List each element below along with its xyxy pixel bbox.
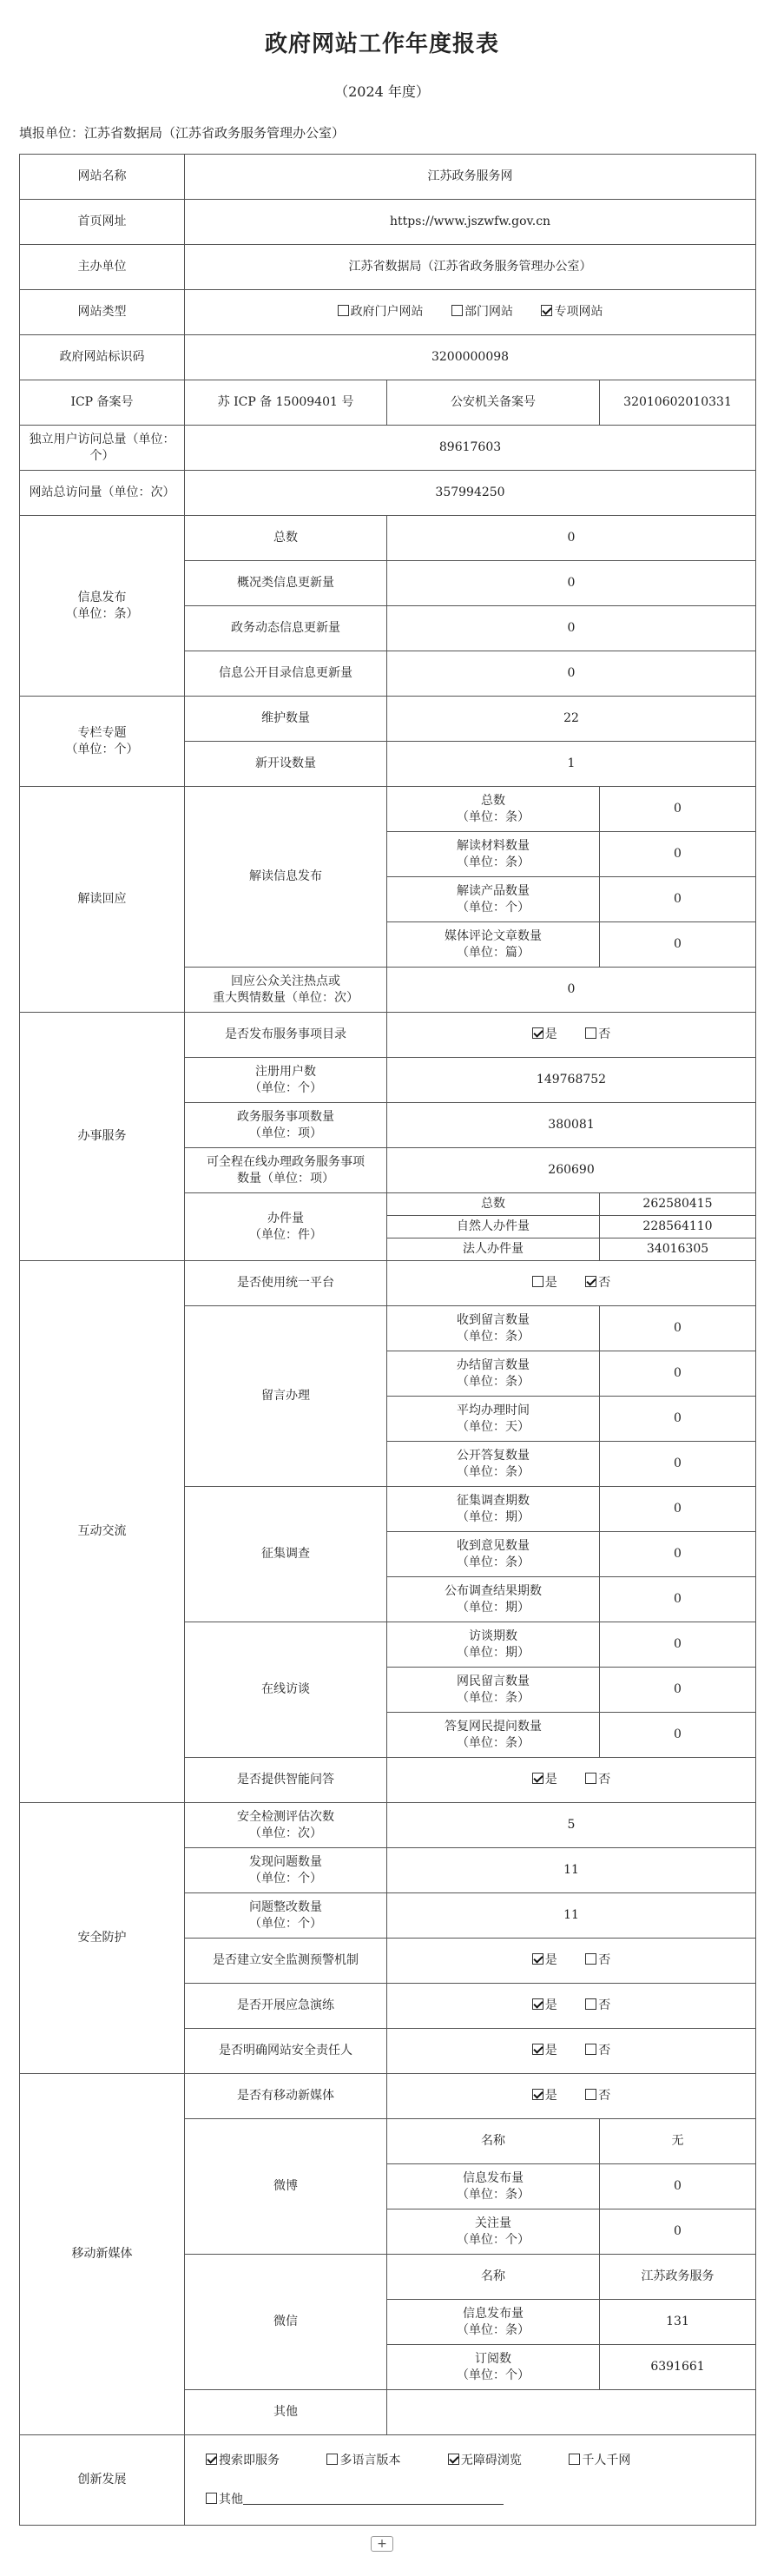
- label: 独立用户访问总量（单位：个）: [20, 426, 185, 471]
- checkbox-icon[interactable]: [585, 1027, 596, 1039]
- value: 380081: [387, 1103, 756, 1148]
- checkbox-checked-icon[interactable]: [448, 2454, 459, 2465]
- label: 自然人办件量: [387, 1216, 600, 1238]
- label: 注册用户数 （单位：个）: [185, 1058, 387, 1103]
- yes-no: [387, 1013, 756, 1058]
- label: 是否有移动新媒体: [185, 2074, 387, 2119]
- row-home-url: [20, 200, 756, 245]
- value: [387, 2390, 756, 2435]
- option-yes[interactable]: 是: [532, 2088, 557, 2104]
- label: 安全检测评估次数 （单位：次）: [185, 1803, 387, 1848]
- section-label: 专栏专题: [77, 725, 127, 740]
- checkbox-checked-icon[interactable]: [532, 1773, 543, 1784]
- label: 征集调查期数 （单位：期）: [387, 1487, 600, 1532]
- section-unit: （单位：条）: [65, 606, 139, 621]
- value: 0: [600, 2209, 756, 2255]
- row-innovation: [20, 2435, 756, 2526]
- section-mobile: 移动新媒体: [20, 2074, 185, 2435]
- label: 政务服务事项数量 （单位：项）: [185, 1103, 387, 1148]
- section-label: 信息发布: [77, 590, 127, 604]
- value: 34016305: [600, 1238, 756, 1261]
- label: 名称: [387, 2119, 600, 2164]
- label: 总数: [387, 1193, 600, 1216]
- label: 访谈期数 （单位：期）: [387, 1622, 600, 1668]
- row-site-type: [20, 290, 756, 335]
- report-year: （2024 年度）: [334, 83, 430, 100]
- row-site-name: [20, 155, 756, 200]
- row-sponsor: [20, 245, 756, 290]
- label: 关注量 （单位：个）: [387, 2209, 600, 2255]
- option-yes[interactable]: 是: [532, 1998, 557, 2014]
- option-multilang[interactable]: 多语言版本: [326, 2453, 400, 2469]
- label: 平均办理时间 （单位：天）: [387, 1397, 600, 1442]
- checkbox-checked-icon[interactable]: [532, 2044, 543, 2055]
- sub-wechat: 微信: [185, 2255, 387, 2390]
- label: 维护数量: [185, 697, 387, 742]
- value: 0: [600, 1397, 756, 1442]
- option-yes[interactable]: 是: [532, 1772, 557, 1788]
- option-no[interactable]: 否: [585, 2043, 610, 2059]
- label: 收到意见数量 （单位：条）: [387, 1532, 600, 1577]
- value: 6391661: [600, 2345, 756, 2390]
- label: 网站类型: [20, 290, 185, 335]
- yes-no: [387, 2029, 756, 2074]
- checkbox-checked-icon[interactable]: [206, 2454, 217, 2465]
- label: 政务动态信息更新量: [185, 606, 387, 651]
- value: 0: [387, 561, 756, 606]
- label: ICP 备案号: [20, 380, 185, 426]
- yes-no: [387, 1939, 756, 1984]
- row-svc-dir: [20, 1013, 756, 1058]
- value: 22: [387, 697, 756, 742]
- label: 首页网址: [20, 200, 185, 245]
- sub-messages: 留言办理: [185, 1306, 387, 1487]
- label: 概况类信息更新量: [185, 561, 387, 606]
- section-column: [20, 697, 185, 787]
- sub-online-interview: 在线访谈: [185, 1622, 387, 1758]
- value: 131: [600, 2300, 756, 2345]
- row-col-maintain: [20, 697, 756, 742]
- value: https://www.jszwfw.gov.cn: [185, 200, 756, 245]
- row-sec-1: [20, 1803, 756, 1848]
- row-inter-platform: [20, 1261, 756, 1306]
- label: 公布调查结果期数 （单位：期）: [387, 1577, 600, 1622]
- label: 订阅数 （单位：个）: [387, 2345, 600, 2390]
- checkbox-icon[interactable]: [569, 2454, 580, 2465]
- row-info-total: [20, 516, 756, 561]
- label: 是否提供智能问答: [185, 1758, 387, 1803]
- value: 357994250: [185, 471, 756, 516]
- checkbox-icon[interactable]: [532, 1276, 543, 1287]
- yes-no: [387, 1984, 756, 2029]
- label: 网民留言数量 （单位：条）: [387, 1668, 600, 1713]
- value: 0: [387, 606, 756, 651]
- row-uv: [20, 426, 756, 471]
- checkbox-icon[interactable]: [451, 305, 463, 316]
- label: 公安机关备案号: [387, 380, 600, 426]
- value: 江苏省数据局（江苏省政务服务管理办公室）: [185, 245, 756, 290]
- section-security: 安全防护: [20, 1803, 185, 2074]
- value: 262580415: [600, 1193, 756, 1216]
- option-no[interactable]: 否: [585, 2088, 610, 2104]
- page-title: 政府网站工作年度报表: [264, 31, 499, 57]
- row-site-code: [20, 335, 756, 380]
- option-yes[interactable]: 是: [532, 1275, 557, 1291]
- value: 5: [387, 1803, 756, 1848]
- checkbox-icon[interactable]: [585, 1953, 596, 1965]
- label: 法人办件量: [387, 1238, 600, 1261]
- option-no[interactable]: 否: [585, 1275, 610, 1291]
- sub-interp: 解读信息发布: [185, 787, 387, 968]
- value: 江苏政务服务网: [185, 155, 756, 200]
- label: 政府网站标识码: [20, 335, 185, 380]
- value: 0: [600, 1351, 756, 1397]
- option-no[interactable]: 否: [585, 1998, 610, 2014]
- value: 260690: [387, 1148, 756, 1193]
- label: 解读材料数量 （单位：条）: [387, 832, 600, 877]
- label: 是否明确网站安全责任人: [185, 2029, 387, 2074]
- option-personalized[interactable]: 千人千网: [569, 2453, 630, 2469]
- label: 信息发布量 （单位：条）: [387, 2300, 600, 2345]
- row-pv: [20, 471, 756, 516]
- checkbox-checked-icon[interactable]: [585, 1276, 596, 1287]
- label: 总数 （单位：条）: [387, 787, 600, 832]
- label: 网站名称: [20, 155, 185, 200]
- option-special[interactable]: [541, 304, 603, 320]
- value: 0: [600, 1532, 756, 1577]
- option-search-service[interactable]: 搜索即服务: [206, 2453, 280, 2469]
- checkbox-checked-icon[interactable]: [532, 1027, 543, 1039]
- label: 发现问题数量 （单位：个）: [185, 1848, 387, 1893]
- row-icp: [20, 380, 756, 426]
- checkbox-icon[interactable]: [206, 2493, 217, 2504]
- other-fill-line[interactable]: [243, 2492, 504, 2505]
- label: 是否发布服务事项目录: [185, 1013, 387, 1058]
- label: 解读产品数量 （单位：个）: [387, 877, 600, 922]
- checkbox-icon[interactable]: [585, 1998, 596, 2010]
- option-yes[interactable]: 是: [532, 1027, 557, 1043]
- label: 收到留言数量 （单位：条）: [387, 1306, 600, 1351]
- section-unit: （单位：个）: [65, 742, 139, 756]
- option-label: 专项网站: [554, 305, 603, 319]
- value: 149768752: [387, 1058, 756, 1103]
- value: 0: [600, 877, 756, 922]
- checkbox-checked-icon[interactable]: [532, 2089, 543, 2100]
- value: 0: [600, 1713, 756, 1758]
- value: 0: [600, 1487, 756, 1532]
- value: 3200000098: [185, 335, 756, 380]
- option-no[interactable]: 否: [585, 1772, 610, 1788]
- value: 0: [600, 787, 756, 832]
- option-label: 政府门户网站: [350, 305, 424, 319]
- value: 江苏政务服务: [600, 2255, 756, 2300]
- value: 0: [600, 2164, 756, 2209]
- label: 是否建立安全监测预警机制: [185, 1939, 387, 1984]
- report-table: [19, 154, 756, 2526]
- value: 苏 ICP 备 15009401 号: [185, 380, 387, 426]
- label: 新开设数量: [185, 742, 387, 787]
- label: 问题整改数量 （单位：个）: [185, 1893, 387, 1939]
- value: 0: [600, 832, 756, 877]
- yes-no: [387, 1261, 756, 1306]
- label: 是否开展应急演练: [185, 1984, 387, 2029]
- section-info: [20, 516, 185, 697]
- option-portal[interactable]: [338, 304, 424, 320]
- checkbox-checked-icon[interactable]: [541, 305, 552, 316]
- option-accessibility[interactable]: 无障碍浏览: [448, 2453, 522, 2469]
- value: 0: [387, 968, 756, 1013]
- label: 办件量 （单位：件）: [185, 1193, 387, 1261]
- site-type-options: [185, 290, 756, 335]
- sub-survey: 征集调查: [185, 1487, 387, 1622]
- checkbox-icon[interactable]: [326, 2454, 338, 2465]
- checkbox-icon[interactable]: [585, 2044, 596, 2055]
- label: 可全程在线办理政务服务事项 数量（单位：项）: [185, 1148, 387, 1193]
- value: 32010602010331: [600, 380, 756, 426]
- value: 89617603: [185, 426, 756, 471]
- expand-plus-icon[interactable]: +: [371, 2536, 393, 2552]
- section-interaction: 互动交流: [20, 1261, 185, 1803]
- checkbox-icon[interactable]: [585, 1773, 596, 1784]
- row-interp-1: [20, 787, 756, 832]
- label: 其他: [185, 2390, 387, 2435]
- label: 信息发布量 （单位：条）: [387, 2164, 600, 2209]
- section-innovation: 创新发展: [20, 2435, 185, 2526]
- label: 信息公开目录信息更新量: [185, 651, 387, 697]
- value: 11: [387, 1848, 756, 1893]
- value: 0: [600, 922, 756, 968]
- checkbox-checked-icon[interactable]: [532, 1998, 543, 2010]
- value: 0: [600, 1668, 756, 1713]
- reporting-unit: 填报单位：江苏省数据局（江苏省政务服务管理办公室）: [19, 125, 346, 141]
- label: 主办单位: [20, 245, 185, 290]
- option-no[interactable]: 否: [585, 1027, 610, 1043]
- section-service: 办事服务: [20, 1013, 185, 1261]
- label: 媒体评论文章数量 （单位：篇）: [387, 922, 600, 968]
- option-yes[interactable]: 是: [532, 1952, 557, 1969]
- value: 0: [600, 1622, 756, 1668]
- label: 总数: [185, 516, 387, 561]
- label: 答复网民提问数量 （单位：条）: [387, 1713, 600, 1758]
- yes-no: [387, 1758, 756, 1803]
- label: 网站总访问量（单位：次）: [20, 471, 185, 516]
- label: 是否使用统一平台: [185, 1261, 387, 1306]
- footer: [0, 2534, 764, 2552]
- value: 0: [387, 651, 756, 697]
- value: 0: [600, 1306, 756, 1351]
- yes-no: [387, 2074, 756, 2119]
- innovation-options: [185, 2435, 756, 2526]
- value: 0: [600, 1577, 756, 1622]
- label: 名称: [387, 2255, 600, 2300]
- value: 1: [387, 742, 756, 787]
- label: 办结留言数量 （单位：条）: [387, 1351, 600, 1397]
- option-no[interactable]: 否: [585, 1952, 610, 1969]
- option-other[interactable]: 其他: [206, 2493, 504, 2507]
- checkbox-checked-icon[interactable]: [532, 1953, 543, 1965]
- value: 11: [387, 1893, 756, 1939]
- option-label: 部门网站: [464, 305, 514, 319]
- label: 公开答复数量 （单位：条）: [387, 1442, 600, 1487]
- row-mob-q: [20, 2074, 756, 2119]
- label: 回应公众关注热点或 重大舆情数量（单位：次）: [185, 968, 387, 1013]
- option-yes[interactable]: 是: [532, 2043, 557, 2059]
- value: 0: [387, 516, 756, 561]
- checkbox-icon[interactable]: [585, 2089, 596, 2100]
- option-dept[interactable]: [451, 304, 513, 320]
- section-interp: 解读回应: [20, 787, 185, 1013]
- sub-weibo: 微博: [185, 2119, 387, 2255]
- value: 0: [600, 1442, 756, 1487]
- value: 228564110: [600, 1216, 756, 1238]
- checkbox-icon[interactable]: [338, 305, 349, 316]
- value: 无: [600, 2119, 756, 2164]
